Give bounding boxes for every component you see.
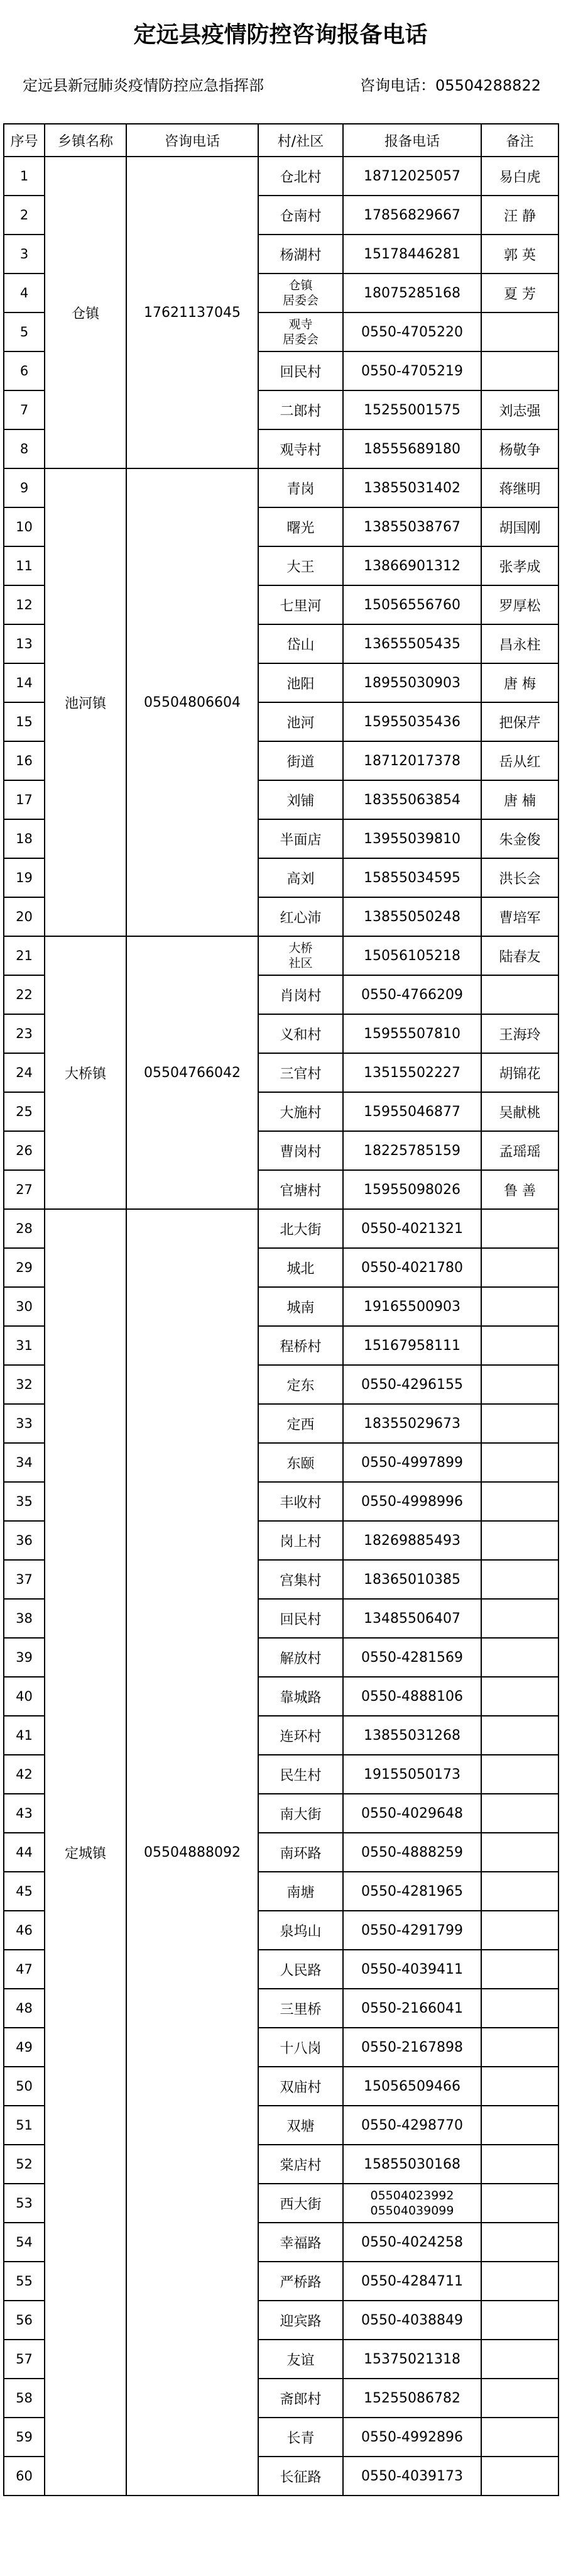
row-number: 49 <box>4 2028 45 2067</box>
village-name: 南环路 <box>258 1833 343 1872</box>
village-name: 高刘 <box>258 858 343 897</box>
village-name: 大桥 社区 <box>258 936 343 975</box>
row-number: 30 <box>4 1287 45 1326</box>
row-number: 3 <box>4 235 45 274</box>
note-contact: 郭 英 <box>481 235 558 274</box>
note-contact <box>481 1248 558 1287</box>
report-phone: 15375021318 <box>343 2340 481 2379</box>
note-contact <box>481 1599 558 1638</box>
note-contact <box>481 2340 558 2379</box>
report-phone: 0550-4291799 <box>343 1911 481 1950</box>
report-phone: 0550-4705219 <box>343 351 481 390</box>
note-contact <box>481 2379 558 2418</box>
report-phone: 19155050173 <box>343 1755 481 1794</box>
report-phone: 0550-4766209 <box>343 975 481 1014</box>
note-contact: 汪 静 <box>481 196 558 235</box>
note-contact: 王海玲 <box>481 1014 558 1053</box>
note-contact: 唐 楠 <box>481 780 558 819</box>
report-phone: 0550-4024258 <box>343 2223 481 2262</box>
report-phone: 18075285168 <box>343 274 481 312</box>
note-contact <box>481 2262 558 2301</box>
village-name: 长征路 <box>258 2457 343 2496</box>
row-number: 31 <box>4 1326 45 1365</box>
note-contact: 洪长会 <box>481 858 558 897</box>
village-name: 二郎村 <box>258 390 343 429</box>
report-phone: 15056556760 <box>343 585 481 624</box>
report-phone: 0550-4296155 <box>343 1365 481 1404</box>
report-phone: 0550-4284711 <box>343 2262 481 2301</box>
header-consult-phone: 咨询电话 <box>126 124 258 157</box>
report-phone: 13855038767 <box>343 507 481 546</box>
note-contact <box>481 1911 558 1950</box>
row-number: 26 <box>4 1131 45 1170</box>
note-contact <box>481 1716 558 1755</box>
note-contact <box>481 1404 558 1443</box>
row-number: 59 <box>4 2418 45 2457</box>
village-name: 青岗 <box>258 468 343 507</box>
village-name: 宫集村 <box>258 1560 343 1599</box>
report-phone: 18355063854 <box>343 780 481 819</box>
report-phone: 18712025057 <box>343 157 481 196</box>
report-phone: 18712017378 <box>343 741 481 780</box>
table-body <box>4 157 558 2496</box>
row-number: 13 <box>4 624 45 663</box>
village-name: 曹岗村 <box>258 1131 343 1170</box>
note-contact <box>481 1638 558 1677</box>
note-contact: 鲁 善 <box>481 1170 558 1209</box>
report-phone: 0550-4281569 <box>343 1638 481 1677</box>
village-name: 泉坞山 <box>258 1911 343 1950</box>
header-note: 备注 <box>481 124 558 157</box>
row-number: 24 <box>4 1053 45 1092</box>
village-name: 刘铺 <box>258 780 343 819</box>
village-name: 红心沛 <box>258 897 343 936</box>
row-number: 32 <box>4 1365 45 1404</box>
report-phone: 18225785159 <box>343 1131 481 1170</box>
row-number: 27 <box>4 1170 45 1209</box>
row-number: 22 <box>4 975 45 1014</box>
note-contact <box>481 1560 558 1599</box>
report-phone: 0550-4888259 <box>343 1833 481 1872</box>
town-name: 仓镇 <box>45 157 126 468</box>
note-contact <box>481 975 558 1014</box>
note-contact <box>481 1755 558 1794</box>
village-name: 双庙村 <box>258 2067 343 2106</box>
row-number: 40 <box>4 1677 45 1716</box>
row-number: 39 <box>4 1638 45 1677</box>
report-phone: 0550-4039173 <box>343 2457 481 2496</box>
report-phone: 18269885493 <box>343 1521 481 1560</box>
village-name: 三里桥 <box>258 1989 343 2028</box>
note-contact <box>481 1209 558 1248</box>
village-name: 北大街 <box>258 1209 343 1248</box>
village-name: 观寺 居委会 <box>258 312 343 351</box>
row-number: 48 <box>4 1989 45 2028</box>
contact-table <box>3 123 559 2496</box>
row-number: 60 <box>4 2457 45 2496</box>
row-number: 36 <box>4 1521 45 1560</box>
report-phone: 13866901312 <box>343 546 481 585</box>
row-number: 19 <box>4 858 45 897</box>
village-name: 回民村 <box>258 1599 343 1638</box>
village-name: 回民村 <box>258 351 343 390</box>
note-contact: 孟瑶瑶 <box>481 1131 558 1170</box>
village-name: 官塘村 <box>258 1170 343 1209</box>
row-number: 53 <box>4 2184 45 2223</box>
page-title: 定远县疫情防控咨询报备电话 <box>133 22 428 48</box>
row-number: 14 <box>4 663 45 702</box>
village-name: 东颐 <box>258 1443 343 1482</box>
report-phone: 0550-2167898 <box>343 2028 481 2067</box>
row-number: 29 <box>4 1248 45 1287</box>
village-name: 定西 <box>258 1404 343 1443</box>
note-contact: 刘志强 <box>481 390 558 429</box>
report-phone: 0550-4298770 <box>343 2106 481 2145</box>
report-phone: 17856829667 <box>343 196 481 235</box>
village-name: 岱山 <box>258 624 343 663</box>
report-phone: 13485506407 <box>343 1599 481 1638</box>
note-contact <box>481 1443 558 1482</box>
town-name: 定城镇 <box>45 1209 126 2496</box>
village-name: 仓北村 <box>258 157 343 196</box>
report-phone: 15167958111 <box>343 1326 481 1365</box>
village-name: 义和村 <box>258 1014 343 1053</box>
village-name: 定东 <box>258 1365 343 1404</box>
village-name: 幸福路 <box>258 2223 343 2262</box>
note-contact <box>481 1794 558 1833</box>
row-number: 5 <box>4 312 45 351</box>
note-contact: 吴献桃 <box>481 1092 558 1131</box>
note-contact <box>481 351 558 390</box>
village-name: 南大街 <box>258 1794 343 1833</box>
village-name: 斋郎村 <box>258 2379 343 2418</box>
header-row <box>4 124 558 157</box>
row-number: 56 <box>4 2301 45 2340</box>
hotline-label: 咨询电话：05504288822 <box>360 77 541 94</box>
report-phone: 18355029673 <box>343 1404 481 1443</box>
row-number: 58 <box>4 2379 45 2418</box>
note-contact: 朱金俊 <box>481 819 558 858</box>
report-phone: 0550-4992896 <box>343 2418 481 2457</box>
report-phone: 0550-4705220 <box>343 312 481 351</box>
note-contact <box>481 2067 558 2106</box>
village-name: 仓南村 <box>258 196 343 235</box>
note-contact <box>481 2184 558 2223</box>
note-contact <box>481 2106 558 2145</box>
row-number: 33 <box>4 1404 45 1443</box>
row-number: 45 <box>4 1872 45 1911</box>
table-row <box>4 157 558 196</box>
report-phone: 0550-4998996 <box>343 1482 481 1521</box>
village-name: 十八岗 <box>258 2028 343 2067</box>
row-number: 7 <box>4 390 45 429</box>
note-contact <box>481 2457 558 2496</box>
village-name: 城北 <box>258 1248 343 1287</box>
note-contact: 岳从红 <box>481 741 558 780</box>
row-number: 6 <box>4 351 45 390</box>
row-number: 44 <box>4 1833 45 1872</box>
row-number: 9 <box>4 468 45 507</box>
report-phone: 15255086782 <box>343 2379 481 2418</box>
village-name: 民生村 <box>258 1755 343 1794</box>
row-number: 42 <box>4 1755 45 1794</box>
row-number: 46 <box>4 1911 45 1950</box>
table-row <box>4 936 558 975</box>
village-name: 肖岗村 <box>258 975 343 1014</box>
row-number: 51 <box>4 2106 45 2145</box>
row-number: 8 <box>4 429 45 468</box>
row-number: 4 <box>4 274 45 312</box>
row-number: 54 <box>4 2223 45 2262</box>
report-phone: 15955507810 <box>343 1014 481 1053</box>
note-contact <box>481 1521 558 1560</box>
note-contact <box>481 1833 558 1872</box>
note-contact <box>481 2028 558 2067</box>
header-town: 乡镇名称 <box>45 124 126 157</box>
note-contact <box>481 1326 558 1365</box>
note-contact <box>481 2301 558 2340</box>
report-phone: 0550-4021780 <box>343 1248 481 1287</box>
village-name: 迎宾路 <box>258 2301 343 2340</box>
report-phone: 15855030168 <box>343 2145 481 2184</box>
village-name: 丰收村 <box>258 1482 343 1521</box>
report-phone: 13655505435 <box>343 624 481 663</box>
row-number: 20 <box>4 897 45 936</box>
village-name: 双塘 <box>258 2106 343 2145</box>
report-phone: 0550-4038849 <box>343 2301 481 2340</box>
report-phone: 15855034595 <box>343 858 481 897</box>
village-name: 大施村 <box>258 1092 343 1131</box>
report-phone: 05504023992 05504039099 <box>343 2184 481 2223</box>
town-name: 大桥镇 <box>45 936 126 1209</box>
row-number: 35 <box>4 1482 45 1521</box>
report-phone: 15955035436 <box>343 702 481 741</box>
note-contact: 唐 梅 <box>481 663 558 702</box>
village-name: 棠店村 <box>258 2145 343 2184</box>
report-phone: 15255001575 <box>343 390 481 429</box>
report-phone: 0550-4997899 <box>343 1443 481 1482</box>
village-name: 池阳 <box>258 663 343 702</box>
consult-phone: 05504888092 <box>126 1209 258 2496</box>
row-number: 37 <box>4 1560 45 1599</box>
row-number: 16 <box>4 741 45 780</box>
village-name: 岗上村 <box>258 1521 343 1560</box>
report-phone: 13855031268 <box>343 1716 481 1755</box>
note-contact: 张孝成 <box>481 546 558 585</box>
report-phone: 0550-2166041 <box>343 1989 481 2028</box>
note-contact <box>481 1482 558 1521</box>
village-name: 街道 <box>258 741 343 780</box>
header-report-phone: 报备电话 <box>343 124 481 157</box>
village-name: 观寺村 <box>258 429 343 468</box>
report-phone: 13855050248 <box>343 897 481 936</box>
note-contact <box>481 1287 558 1326</box>
note-contact: 胡锦花 <box>481 1053 558 1092</box>
row-number: 10 <box>4 507 45 546</box>
village-name: 南塘 <box>258 1872 343 1911</box>
village-name: 三官村 <box>258 1053 343 1092</box>
village-name: 七里河 <box>258 585 343 624</box>
row-number: 11 <box>4 546 45 585</box>
row-number: 1 <box>4 157 45 196</box>
report-phone: 15955098026 <box>343 1170 481 1209</box>
header-village: 村/社区 <box>258 124 343 157</box>
report-phone: 18555689180 <box>343 429 481 468</box>
village-name: 半面店 <box>258 819 343 858</box>
row-number: 17 <box>4 780 45 819</box>
row-number: 38 <box>4 1599 45 1638</box>
table-row <box>4 468 558 507</box>
row-number: 57 <box>4 2340 45 2379</box>
village-name: 连环村 <box>258 1716 343 1755</box>
village-name: 靠城路 <box>258 1677 343 1716</box>
report-phone: 0550-4021321 <box>343 1209 481 1248</box>
note-contact: 罗厚松 <box>481 585 558 624</box>
row-number: 43 <box>4 1794 45 1833</box>
note-contact <box>481 2145 558 2184</box>
row-number: 55 <box>4 2262 45 2301</box>
report-phone: 0550-4281965 <box>343 1872 481 1911</box>
village-name: 严桥路 <box>258 2262 343 2301</box>
report-phone: 15955046877 <box>343 1092 481 1131</box>
town-name: 池河镇 <box>45 468 126 936</box>
village-name: 城南 <box>258 1287 343 1326</box>
village-name: 曙光 <box>258 507 343 546</box>
report-phone: 13955039810 <box>343 819 481 858</box>
report-phone: 13515502227 <box>343 1053 481 1092</box>
note-contact <box>481 312 558 351</box>
report-phone: 19165500903 <box>343 1287 481 1326</box>
report-phone: 13855031402 <box>343 468 481 507</box>
row-number: 47 <box>4 1950 45 1989</box>
note-contact: 蒋继明 <box>481 468 558 507</box>
row-number: 15 <box>4 702 45 741</box>
report-phone: 18365010385 <box>343 1560 481 1599</box>
note-contact <box>481 1677 558 1716</box>
note-contact <box>481 2418 558 2457</box>
report-phone: 15178446281 <box>343 235 481 274</box>
note-contact <box>481 1872 558 1911</box>
row-number: 18 <box>4 819 45 858</box>
issuer-label: 定远县新冠肺炎疫情防控应急指挥部 <box>23 77 264 94</box>
report-phone: 0550-4888106 <box>343 1677 481 1716</box>
village-name: 程桥村 <box>258 1326 343 1365</box>
row-number: 28 <box>4 1209 45 1248</box>
village-name: 池河 <box>258 702 343 741</box>
note-contact: 胡国刚 <box>481 507 558 546</box>
report-phone: 15056105218 <box>343 936 481 975</box>
row-number: 34 <box>4 1443 45 1482</box>
note-contact <box>481 2223 558 2262</box>
consult-phone: 17621137045 <box>126 157 258 468</box>
note-contact: 昌永柱 <box>481 624 558 663</box>
report-phone: 15056509466 <box>343 2067 481 2106</box>
header-seq: 序号 <box>4 124 45 157</box>
note-contact: 易白虎 <box>481 157 558 196</box>
note-contact: 夏 芳 <box>481 274 558 312</box>
village-name: 杨湖村 <box>258 235 343 274</box>
note-contact: 杨敬争 <box>481 429 558 468</box>
row-number: 52 <box>4 2145 45 2184</box>
village-name: 西大街 <box>258 2184 343 2223</box>
note-contact <box>481 1989 558 2028</box>
village-name: 解放村 <box>258 1638 343 1677</box>
report-phone: 18955030903 <box>343 663 481 702</box>
note-contact <box>481 1950 558 1989</box>
note-contact <box>481 1365 558 1404</box>
row-number: 23 <box>4 1014 45 1053</box>
village-name: 友谊 <box>258 2340 343 2379</box>
row-number: 25 <box>4 1092 45 1131</box>
village-name: 仓镇 居委会 <box>258 274 343 312</box>
village-name: 人民路 <box>258 1950 343 1989</box>
village-name: 长青 <box>258 2418 343 2457</box>
row-number: 12 <box>4 585 45 624</box>
report-phone: 0550-4039411 <box>343 1950 481 1989</box>
consult-phone: 05504806604 <box>126 468 258 936</box>
note-contact: 把保芹 <box>481 702 558 741</box>
note-contact: 陆春友 <box>481 936 558 975</box>
village-name: 大王 <box>258 546 343 585</box>
row-number: 41 <box>4 1716 45 1755</box>
note-contact: 曹培军 <box>481 897 558 936</box>
consult-phone: 05504766042 <box>126 936 258 1209</box>
row-number: 2 <box>4 196 45 235</box>
table-row <box>4 1209 558 1248</box>
report-phone: 0550-4029648 <box>343 1794 481 1833</box>
row-number: 21 <box>4 936 45 975</box>
row-number: 50 <box>4 2067 45 2106</box>
